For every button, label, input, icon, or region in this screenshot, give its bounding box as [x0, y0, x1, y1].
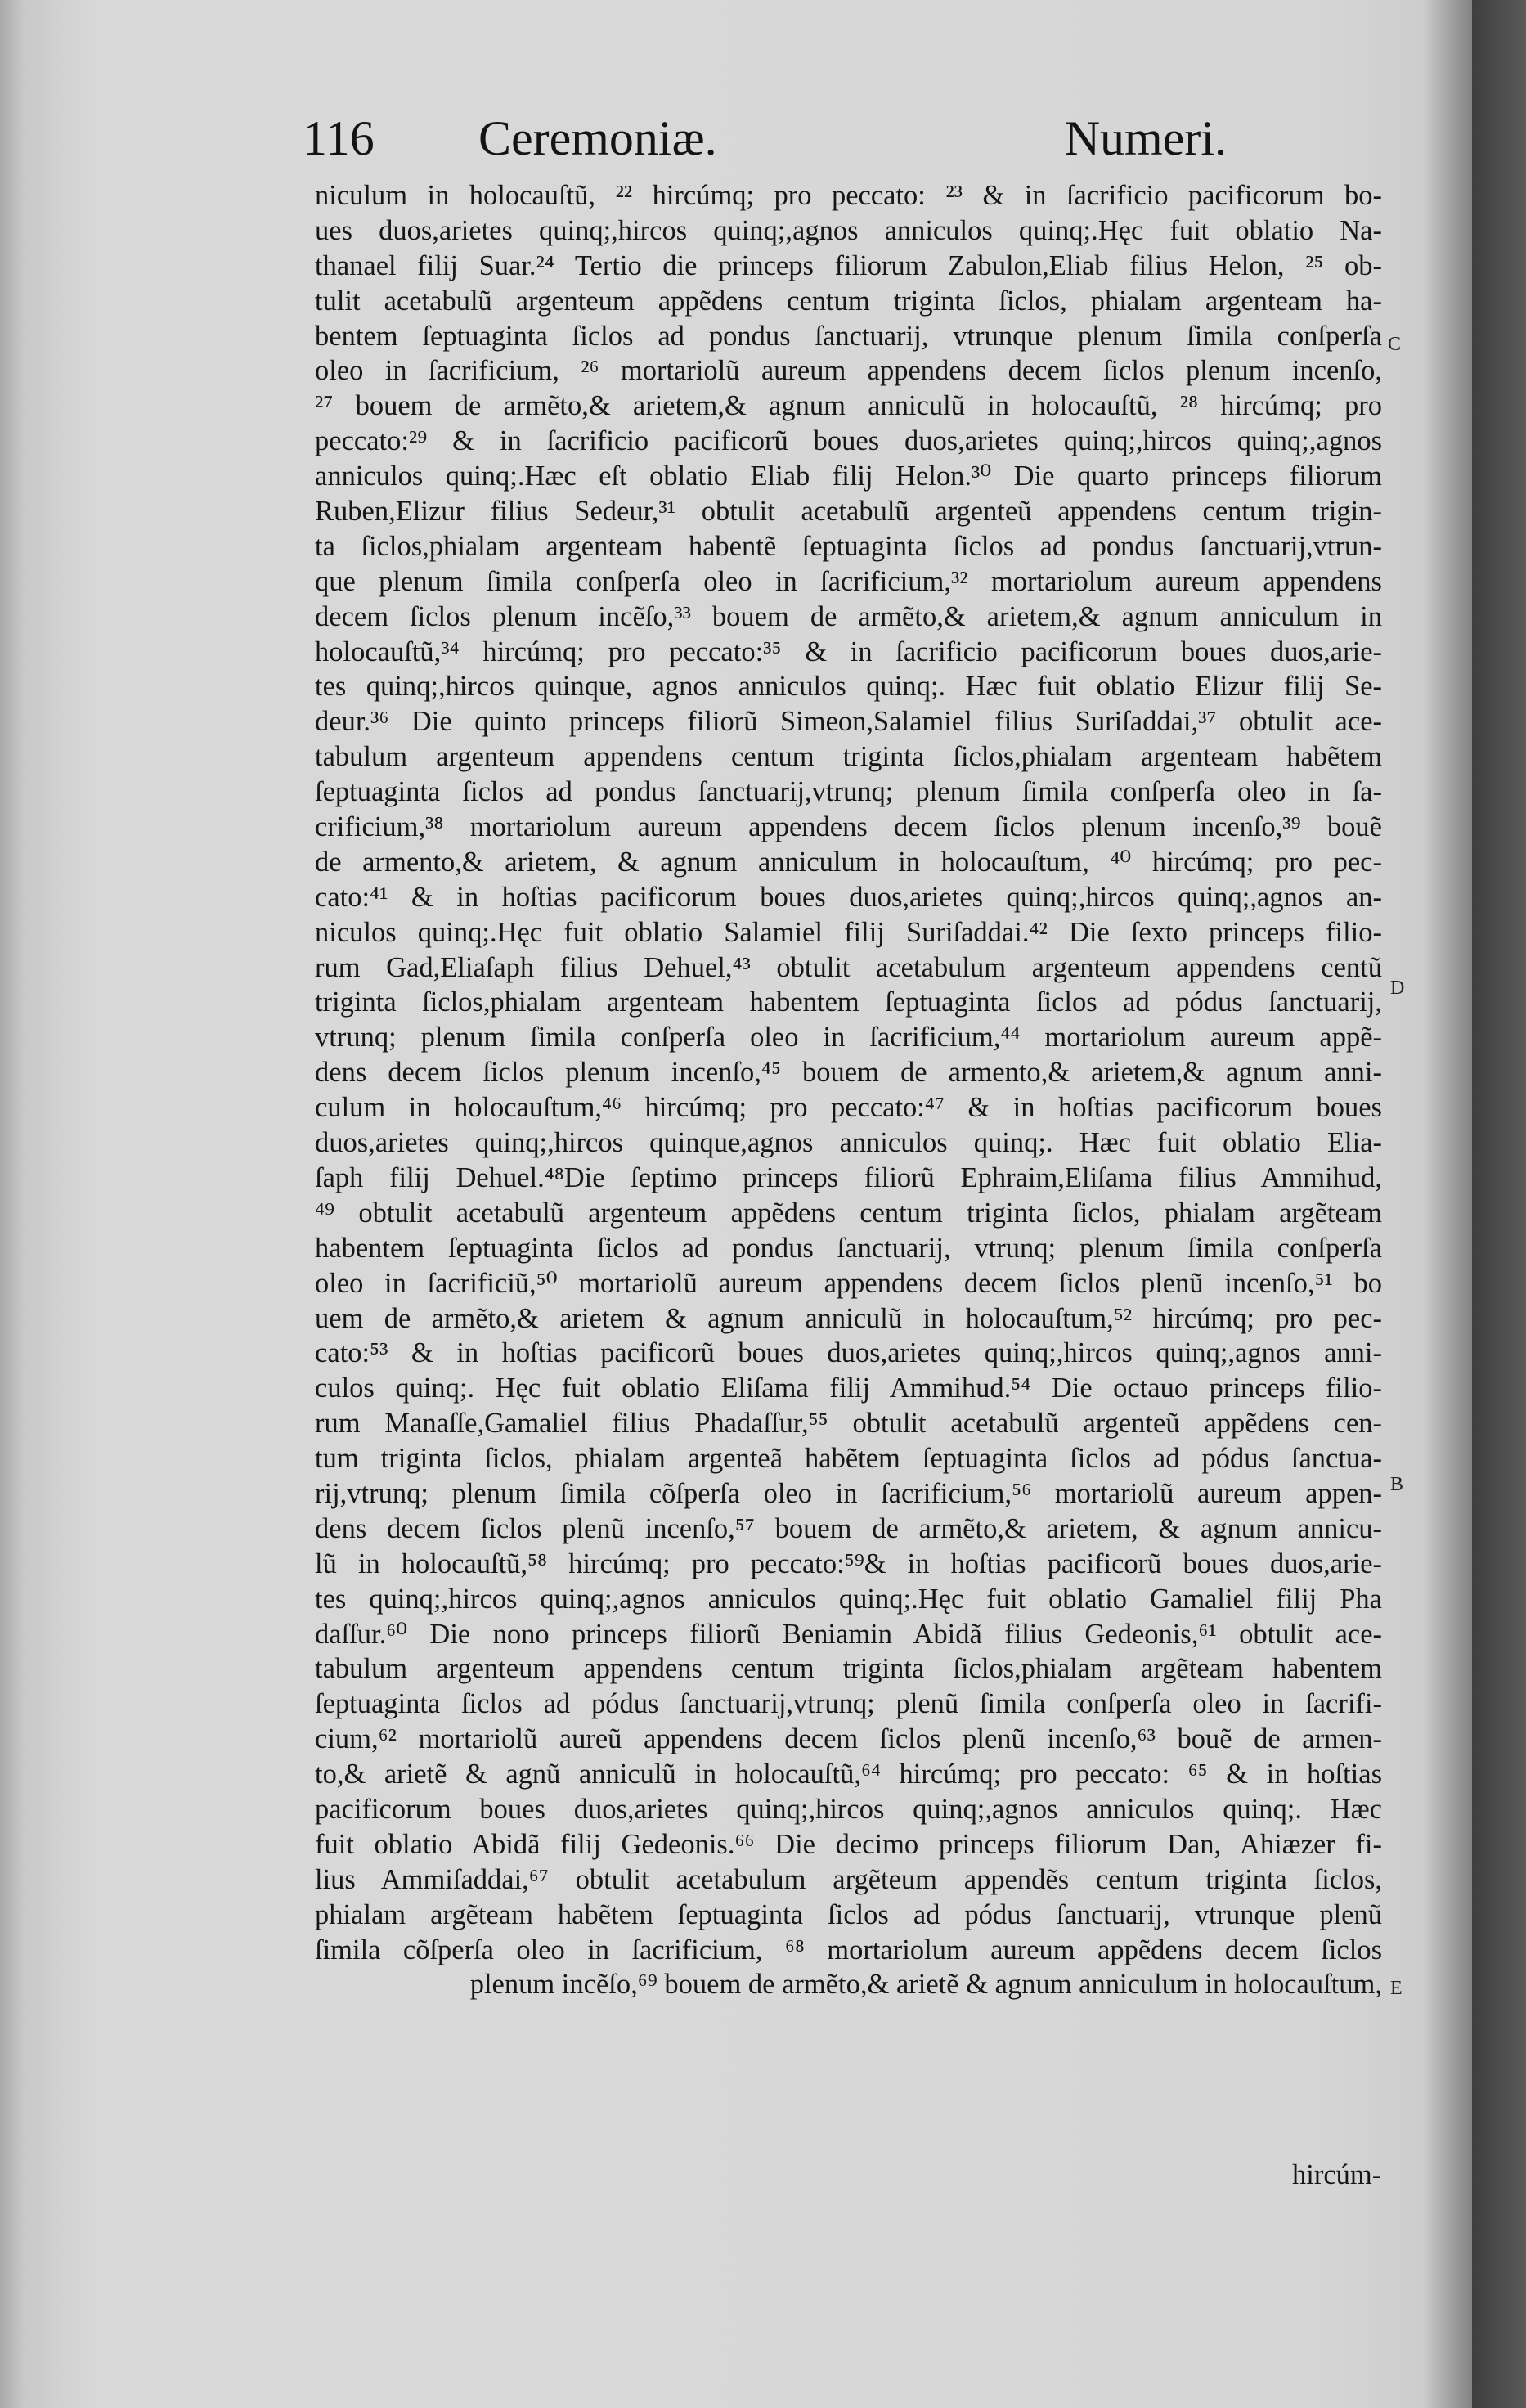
text-line: tulit acetabulũ argenteum appẽdens centum triginta ſiclos, phialam argenteam ha-: [315, 285, 1382, 317]
text-line: phialam argẽteam habẽtem ſeptuaginta ſiclos ad pódus ſanctuarij, vtrunque plenũ: [315, 1898, 1382, 1930]
text-line: tabulum argenteum appendens centum triginta ſiclos,phialam argẽteam habentem: [315, 1653, 1382, 1685]
text-line: niculos quinq;.Hęc fuit oblatio Salamiel filij Suriſaddai.⁴² Die ſexto princeps filio-: [315, 916, 1382, 948]
text-line: pacificorum boues duos,arietes quinq;,hircos quinq;,agnos anniculos quinq;. Hæc: [315, 1793, 1382, 1825]
page-edge-shadow: [1423, 0, 1526, 2408]
text-line: ſeptuaginta ſiclos ad pondus ſanctuarij,vtrunq; plenum ſimila conſperſa oleo in ſa-: [315, 776, 1382, 808]
text-line: ues duos,arietes quinq;,hircos quinq;,agnos anniculos quinq;.Hęc fuit oblatio Na-: [315, 214, 1382, 246]
text-line: duos,arietes quinq;,hircos quinque,agnos anniculos quinq;. Hæc fuit oblatio Elia-: [315, 1127, 1382, 1159]
body-text: [315, 178, 1382, 2002]
text-line: tum triginta ſiclos, phialam argenteã habẽtem ſeptuaginta ſiclos ad pódus ſanctua-: [315, 1443, 1382, 1475]
running-title-right: Numeri.: [1064, 111, 1227, 165]
text-line: oleo in ſacrificiũ,⁵⁰ mortariolũ aureum appendens decem ſiclos plenũ incenſo,⁵¹ bo: [315, 1267, 1382, 1299]
text-line: ²⁷ bouem de armẽto,& arietem,& agnum anniculũ in holocauſtũ, ²⁸ hircúmq; pro: [315, 390, 1382, 422]
text-line: lũ in holocauſtũ,⁵⁸ hircúmq; pro peccato:⁵⁹& in hoſtias pacificorũ boues duos,arie-: [315, 1548, 1382, 1579]
text-line: culos quinq;. Hęc fuit oblatio Eliſama filij Ammihud.⁵⁴ Die octauo princeps filio-: [315, 1372, 1382, 1404]
text-line: cato:⁴¹ & in hoſtias pacificorum boues duos,arietes quinq;,hircos quinq;,agnos an-: [315, 881, 1382, 913]
text-line: rum Manaſſe,Gamaliel filius Phadaſſur,⁵⁵ obtulit acetabulũ argenteũ appẽdens cen-: [315, 1408, 1382, 1440]
text-line: oleo in ſacrificium, ²⁶ mortariolũ aureum appendens decem ſiclos plenum incenſo,: [315, 355, 1382, 387]
page-number: 116: [303, 111, 375, 165]
text-line: peccato:²⁹ & in ſacrificio pacificorũ boues duos,arietes quinq;,hircos quinq;,agnos: [315, 425, 1382, 457]
text-line: anniculos quinq;.Hæc eſt oblatio Eliab filij Helon.³⁰ Die quarto princeps filiorum: [315, 460, 1382, 492]
text-line: cato:⁵³ & in hoſtias pacificorũ boues duos,arietes quinq;,hircos quinq;,agnos anni-: [315, 1337, 1382, 1369]
margin-letter-d: D: [1390, 977, 1405, 999]
margin-letter-c: C: [1388, 334, 1402, 355]
text-line: daſſur.⁶⁰ Die nono princeps filiorũ Beniamin Abidã filius Gedeonis,⁶¹ obtulit ace-: [315, 1618, 1382, 1650]
text-line: tabulum argenteum appendens centum triginta ſiclos,phialam argenteam habẽtem: [315, 741, 1382, 773]
running-head: [303, 110, 1227, 176]
text-line: rum Gad,Eliaſaph filius Dehuel,⁴³ obtulit acetabulum argenteum appendens centũ: [315, 951, 1382, 983]
text-line: triginta ſiclos,phialam argenteam habentem ſeptuaginta ſiclos ad pódus ſanctuarij,: [315, 986, 1382, 1018]
text-line: de armento,& arietem, & agnum anniculum in holocauſtum, ⁴⁰ hircúmq; pro pec-: [315, 846, 1382, 878]
text-line: dens decem ſiclos plenum incenſo,⁴⁵ bouem de armento,& arietem,& agnum anni-: [315, 1057, 1382, 1089]
text-line: fuit oblatio Abidã filij Gedeonis.⁶⁶ Die decimo princeps filiorum Dan, Ahiæzer fi-: [315, 1828, 1382, 1860]
margin-letter-b: B: [1390, 1474, 1404, 1495]
text-line: Ruben,Elizur filius Sedeur,³¹ obtulit acetabulũ argenteũ appendens centum trigin-: [315, 496, 1382, 528]
text-line: tes quinq;,hircos quinque, agnos anniculos quinq;. Hæc fuit oblatio Elizur filij Se-: [315, 671, 1382, 703]
text-line: holocauſtũ,³⁴ hircúmq; pro peccato:³⁵ & in ſacrificio pacificorum boues duos,arie-: [315, 636, 1382, 667]
text-line: thanael filij Suar.²⁴ Tertio die princeps filiorum Zabulon,Eliab filius Helon, ²⁵ ob-: [315, 249, 1382, 281]
text-line: tes quinq;,hircos quinq;,agnos anniculos quinq;.Hęc fuit oblatio Gamaliel filij Pha: [315, 1583, 1382, 1615]
text-line: ſeptuaginta ſiclos ad pódus ſanctuarij,vtrunq; plenũ ſimila conſperſa oleo in ſacrifi-: [315, 1688, 1382, 1720]
text-line: habentem ſeptuaginta ſiclos ad pondus ſanctuarij, vtrunq; plenum ſimila conſperſa: [315, 1232, 1382, 1264]
running-title-center: Ceremoniæ.: [478, 111, 717, 165]
text-line: ſimila cõſperſa oleo in ſacrificium, ⁶⁸ mortariolum aureum appẽdens decem ſiclos: [315, 1934, 1382, 1965]
text-line: ſaph filij Dehuel.⁴⁸Die ſeptimo princeps filiorũ Ephraim,Eliſama filius Ammihud,: [315, 1161, 1382, 1193]
text-line: rij,vtrunq; plenum ſimila cõſperſa oleo in ſacrificium,⁵⁶ mortariolũ aureum appen-: [315, 1477, 1382, 1509]
text-line: que plenum ſimila conſperſa oleo in ſacrificium,³² mortariolum aureum appendens: [315, 565, 1382, 597]
text-line: deur.³⁶ Die quinto princeps filiorũ Simeon,Salamiel filius Suriſaddai,³⁷ obtulit ace-: [315, 706, 1382, 738]
text-line: vtrunq; plenum ſimila conſperſa oleo in ſacrificium,⁴⁴ mortariolum aureum appẽ-: [315, 1022, 1382, 1054]
text-line: decem ſiclos plenum incẽſo,³³ bouem de armẽto,& arietem,& agnum anniculum in: [315, 600, 1382, 632]
text-line: culum in holocauſtum,⁴⁶ hircúmq; pro peccato:⁴⁷ & in hoſtias pacificorum boues: [315, 1092, 1382, 1124]
catchword: hircúm-: [1292, 2159, 1382, 2190]
text-line: niculum in holocauſtũ, ²² hircúmq; pro peccato: ²³ & in ſacrificio pacificorum bo-: [315, 180, 1382, 211]
text-line: uem de armẽto,& arietem & agnum anniculũ in holocauſtum,⁵² hircúmq; pro pec-: [315, 1302, 1382, 1334]
text-line: crificium,³⁸ mortariolum aureum appendens decem ſiclos plenum incenſo,³⁹ bouẽ: [315, 811, 1382, 843]
text-line: bentem ſeptuaginta ſiclos ad pondus ſanctuarij, vtrunque plenum ſimila conſperſa: [315, 320, 1382, 352]
text-line: cium,⁶² mortariolũ aureũ appendens decem ſiclos plenũ incenſo,⁶³ bouẽ de armen-: [315, 1723, 1382, 1755]
text-line: dens decem ſiclos plenũ incenſo,⁵⁷ bouem de armẽto,& arietem, & agnum annicu-: [315, 1512, 1382, 1544]
margin-letter-e: E: [1390, 1978, 1403, 1999]
text-line: lius Ammiſaddai,⁶⁷ obtulit acetabulum argẽteum appendẽs centum triginta ſiclos,: [315, 1863, 1382, 1895]
text-line: plenum incẽſo,⁶⁹ bouem de armẽto,& arietẽ & agnum anniculum in holocauſtum,: [469, 1969, 1382, 2001]
text-line: to,& arietẽ & agnũ anniculũ in holocauſtũ,⁶⁴ hircúmq; pro peccato: ⁶⁵ & in hoſtias: [315, 1759, 1382, 1790]
text-line: ⁴⁹ obtulit acetabulũ argenteum appẽdens centum triginta ſiclos, phialam argẽteam: [315, 1197, 1382, 1229]
text-line: ta ſiclos,phialam argenteam habentẽ ſeptuaginta ſiclos ad pondus ſanctuarij,vtrun-: [315, 530, 1382, 562]
